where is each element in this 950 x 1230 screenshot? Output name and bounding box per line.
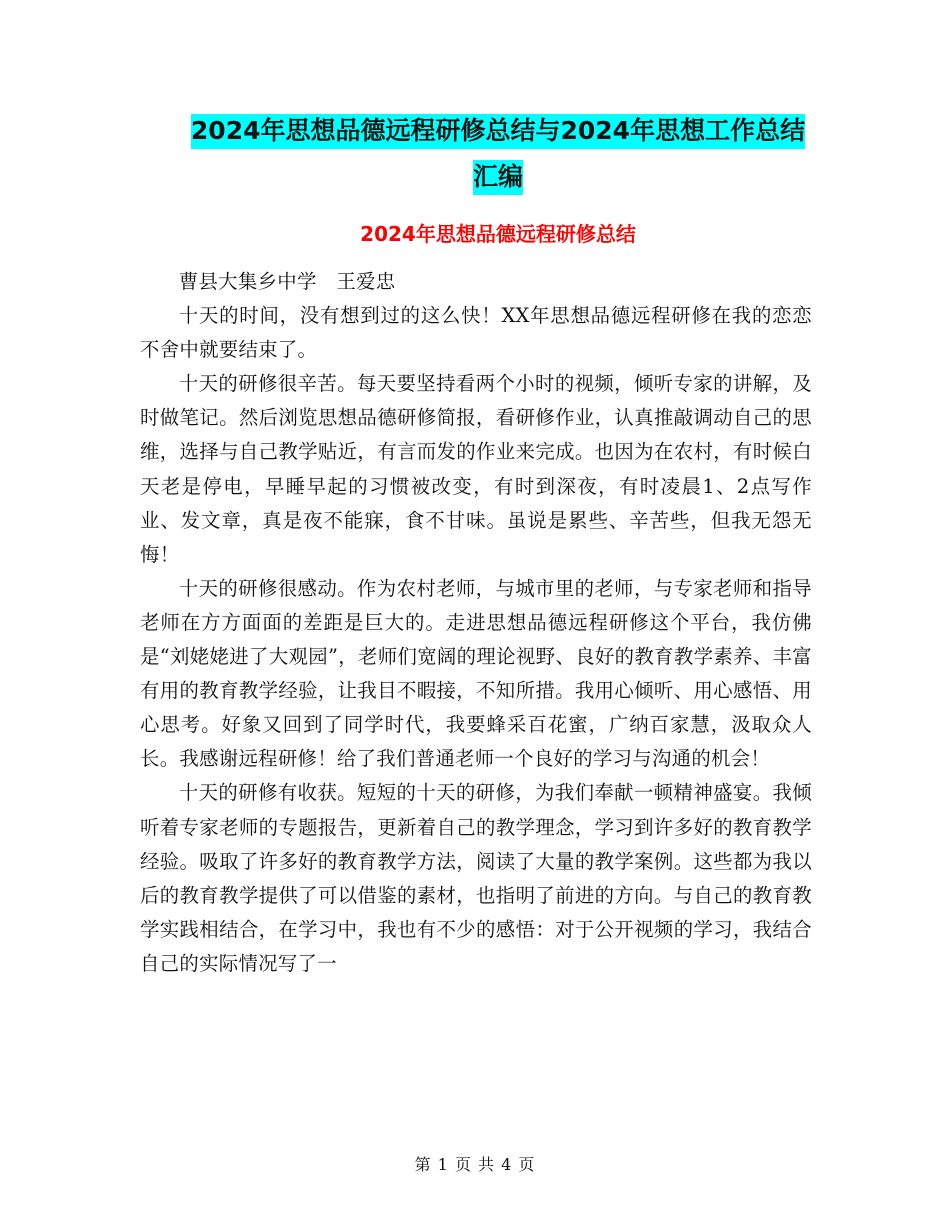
document-title-line1: 2024年思想品德远程研修总结与2024年思想工作总结 [191, 114, 805, 149]
author-line: 曹县大集乡中学 王爱忠 [178, 270, 396, 293]
document-body [140, 265, 812, 981]
section-title: 2024年思想品德远程研修总结 [360, 222, 636, 246]
document-title-line2: 汇编 [473, 160, 523, 195]
paragraph-2: 十天的研修很辛苦。每天要坚持看两个小时的视频，倾听专家的讲解，及时做笔记。然后浏览思想品德研修简报，看研修作业，认真推敲调动自己的思维，选择与自己教学贴近，有言而发的作业来完成。也因为在农村，有时候白天老是停电，早睡早起的习惯被改变，有时到深夜，有时凌晨1、2点写作业、发文章，真是夜不能寐，食不甘味。虽说是累些、辛苦些，但我无怨无悔！ [140, 372, 812, 566]
document-title [140, 108, 856, 200]
paragraph-1: 十天的时间，没有想到过的这么快！XX年思想品德远程研修在我的恋恋不舍中就要结束了。 [140, 304, 812, 362]
paragraph-3: 十天的研修很感动。作为农村老师，与城市里的老师，与专家老师和指导老师在方方面面的差距是巨大的。走进思想品德远程研修这个平台，我仿佛是“刘姥姥进了大观园”，老师们宽阔的理论视野、良好的教育教学素养、丰富有用的教育教学经验，让我目不暇接，不知所措。我用心倾听、用心感悟、用心思考。好象又回到了同学时代，我要蜂采百花蜜，广纳百家慧，汲取众人长。我感谢远程研修！给了我们普通老师一个良好的学习与沟通的机会！ [140, 576, 812, 771]
paragraph-4: 十天的研修有收获。短短的十天的研修，为我们奉献一顿精神盛宴。我倾听着专家老师的专题报告，更新着自己的教学理念，学习到许多好的教育教学经验。吸取了许多好的教育教学方法，阅读了大量的教学案例。这些都为我以后的教育教学提供了可以借鉴的素材，也指明了前进的方向。与自己的教育教学实践相结合，在学习中，我也有不少的感悟：对于公开视频的学习，我结合自己的实际情况写了一 [140, 781, 812, 975]
page-footer: 第 1 页 共 4 页 [414, 1155, 536, 1174]
